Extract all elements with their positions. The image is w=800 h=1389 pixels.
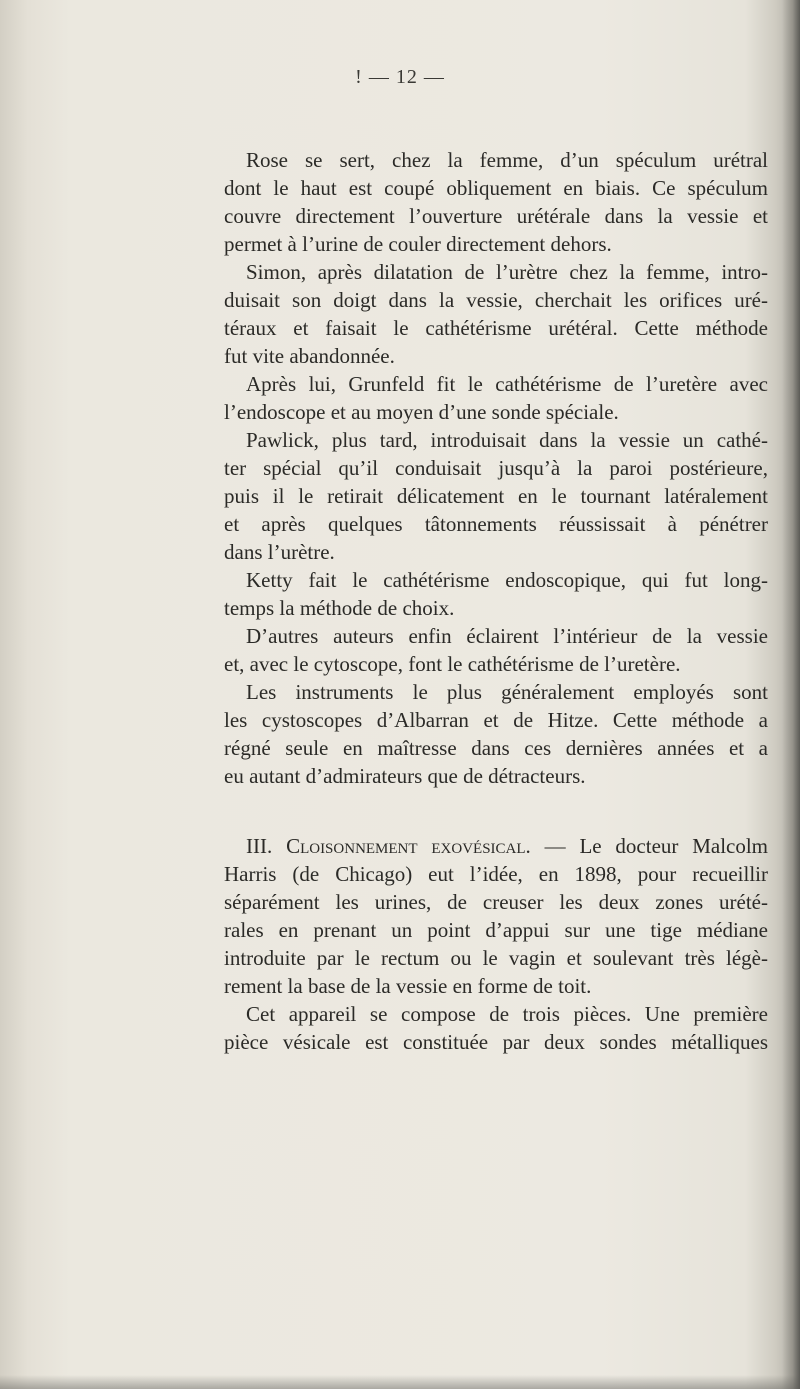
text-line: téraux et faisait le cathétérisme urétéral. Cette méthode bbox=[224, 316, 768, 340]
text-line: Pawlick, plus tard, introduisait dans la vessie un cathé- bbox=[246, 428, 768, 452]
text-line: rement la base de la vessie en forme de toit. bbox=[224, 974, 592, 998]
text-line: Ketty fait le cathétérisme endoscopique, qui fut long- bbox=[246, 568, 768, 592]
text-line: Simon, après dilatation de l’urètre chez la femme, intro- bbox=[246, 260, 768, 284]
text-line: permet à l’urine de couler directement dehors. bbox=[224, 232, 612, 256]
page-number: ! — 12 — bbox=[355, 66, 445, 88]
text-line: introduite par le rectum ou le vagin et soulevant très légè- bbox=[224, 946, 768, 970]
text-line: pièce vésicale est constituée par deux sondes métalliques bbox=[224, 1030, 768, 1054]
text-line: dont le haut est coupé obliquement en biais. Ce spéculum bbox=[224, 176, 768, 200]
text-line: dans l’urètre. bbox=[224, 540, 335, 564]
text-line: duisait son doigt dans la vessie, cherchait les orifices uré- bbox=[224, 288, 768, 312]
section-numeral: III. bbox=[246, 834, 273, 858]
section-heading-line bbox=[246, 832, 768, 860]
text-line: Les instruments le plus généralement employés sont bbox=[246, 680, 768, 704]
text-line: D’autres auteurs enfin éclairent l’intérieur de la vessie bbox=[246, 624, 768, 648]
text-line: l’endoscope et au moyen d’une sonde spéciale. bbox=[224, 400, 619, 424]
text-line: puis il le retirait délicatement en le tournant latéralement bbox=[224, 484, 768, 508]
text-line: ter spécial qu’il conduisait jusqu’à la paroi postérieure, bbox=[224, 456, 768, 480]
text-line: les cystoscopes d’Albarran et de Hitze. Cette méthode a bbox=[224, 708, 768, 732]
text-line: Après lui, Grunfeld fit le cathétérisme de l’uretère avec bbox=[246, 372, 768, 396]
text-line: et, avec le cytoscope, font le cathétérisme de l’uretère. bbox=[224, 652, 681, 676]
text-line: couvre directement l’ouverture urétérale dans la vessie et bbox=[224, 204, 768, 228]
text-line: Harris (de Chicago) eut l’idée, en 1898, pour recueillir bbox=[224, 862, 768, 886]
text-line: Cet appareil se compose de trois pièces. Une première bbox=[246, 1002, 768, 1026]
text-line: séparément les urines, de creuser les deux zones urété- bbox=[224, 890, 768, 914]
section-heading: Cloisonnement exovésical. bbox=[286, 834, 531, 858]
text-line: rales en prenant un point d’appui sur une tige médiane bbox=[224, 918, 768, 942]
text-line: eu autant d’admirateurs que de détracteurs. bbox=[224, 764, 586, 788]
text-line: Rose se sert, chez la femme, d’un spéculum urétral bbox=[246, 148, 768, 172]
text-line: fut vite abandonnée. bbox=[224, 344, 395, 368]
text-line: temps la méthode de choix. bbox=[224, 596, 455, 620]
text-line: régné seule en maîtresse dans ces dernières années et a bbox=[224, 736, 768, 760]
text-line: et après quelques tâtonnements réussissait à pénétrer bbox=[224, 512, 768, 536]
section-first-line-rest: — Le docteur Malcolm bbox=[544, 834, 769, 858]
